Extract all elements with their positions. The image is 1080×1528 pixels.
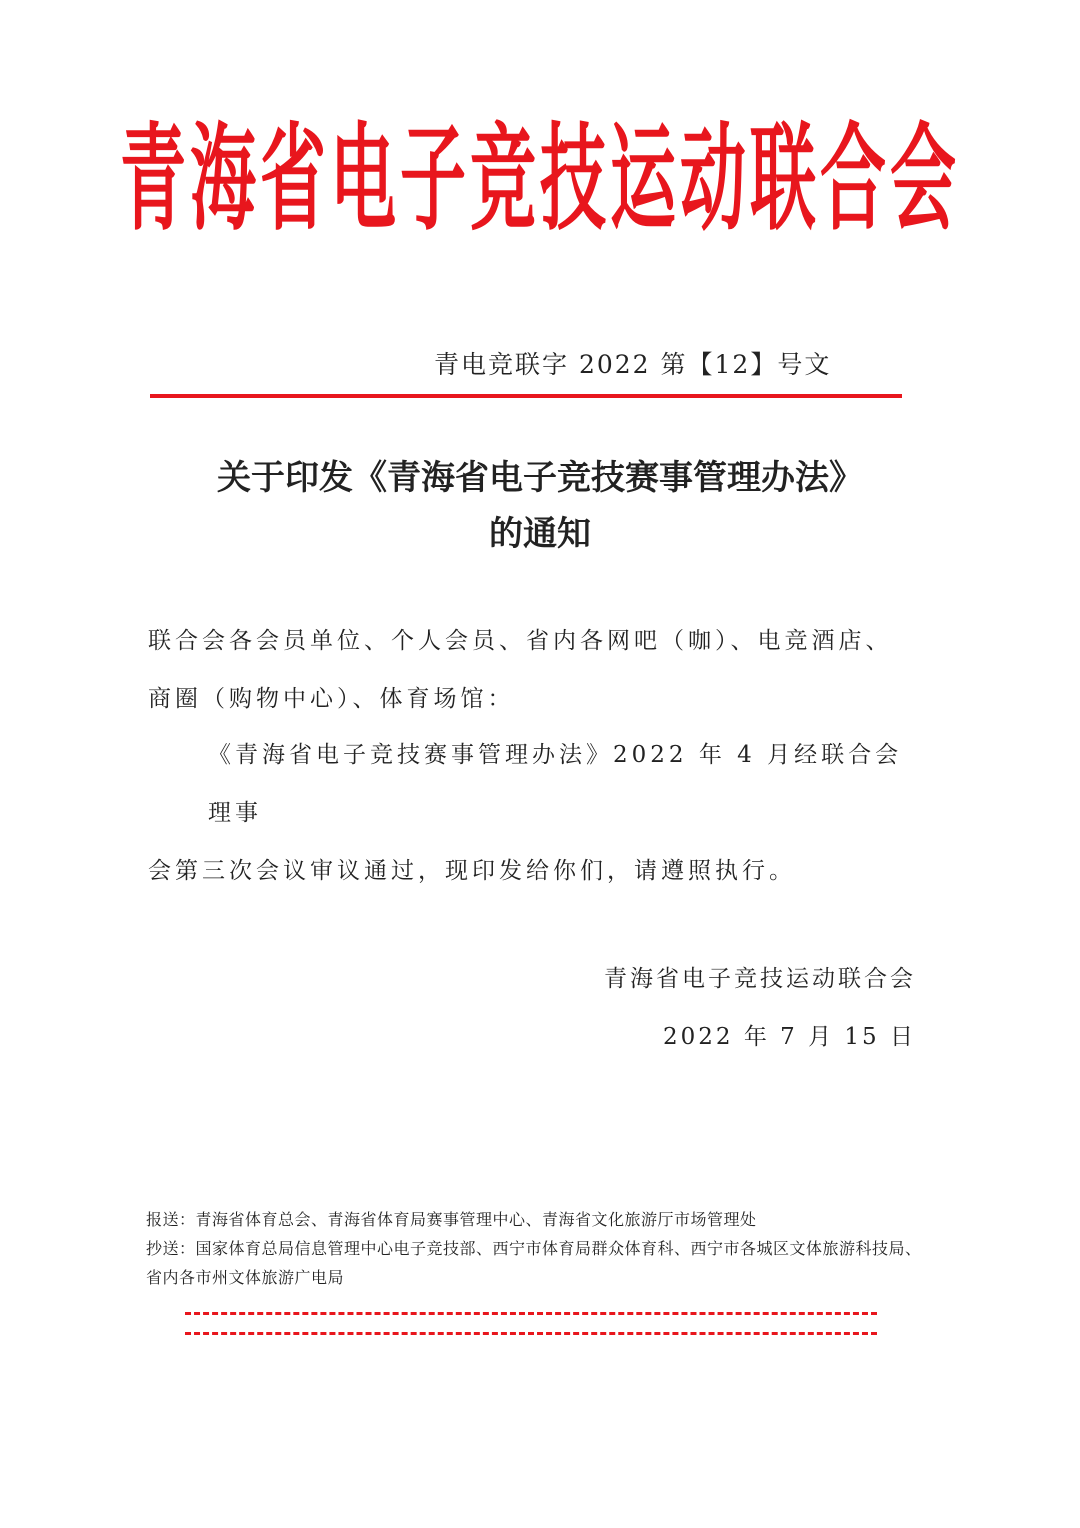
report-recipients: 青海省体育总会、青海省体育局赛事管理中心、青海省文化旅游厅市场管理处	[195, 1210, 757, 1229]
copy-recipients: 国家体育总局信息管理中心电子竞技部、西宁市体育局群众体育科、西宁市各城区文体旅游科技局、省内各市州文体旅游广电局	[146, 1239, 922, 1287]
document-number: 青电竞联字 2022 第【12】号文	[434, 350, 832, 379]
signature-date: 2022 年 7 月 15 日	[663, 1024, 916, 1050]
signature-org: 青海省电子竞技运动联合会	[604, 966, 916, 992]
copy-label: 抄送：	[146, 1239, 196, 1258]
document-title	[0, 450, 1080, 562]
distribution-block	[146, 1205, 926, 1292]
recipients-line-2: 商圈（购物中心）、体育场馆：	[148, 686, 515, 712]
report-label: 报送：	[146, 1210, 196, 1229]
copy-to-line	[146, 1234, 926, 1292]
footer-dashed-rule-1	[185, 1312, 877, 1315]
footer-dashed-rule-2	[185, 1332, 877, 1335]
content-line-1: 《青海省电子竞技赛事管理办法》2022 年 4 月经联合会理事	[208, 742, 903, 826]
letterhead-red-rule	[150, 394, 902, 398]
content-line-2: 会第三次会议审议通过，现印发给你们，请遵照执行。	[148, 858, 796, 884]
title-line-1: 关于印发《青海省电子竞技赛事管理办法》	[217, 458, 863, 498]
recipients	[148, 612, 918, 728]
report-to-line	[146, 1205, 926, 1234]
title-line-2: 的通知	[489, 514, 591, 554]
recipients-line-1: 联合会各会员单位、个人会员、省内各网吧（咖）、电竞酒店、	[148, 628, 893, 654]
body-content	[148, 726, 918, 900]
letterhead-org-name: 青海省电子竞技运动联合会	[120, 111, 960, 247]
signature-block	[604, 950, 916, 1066]
